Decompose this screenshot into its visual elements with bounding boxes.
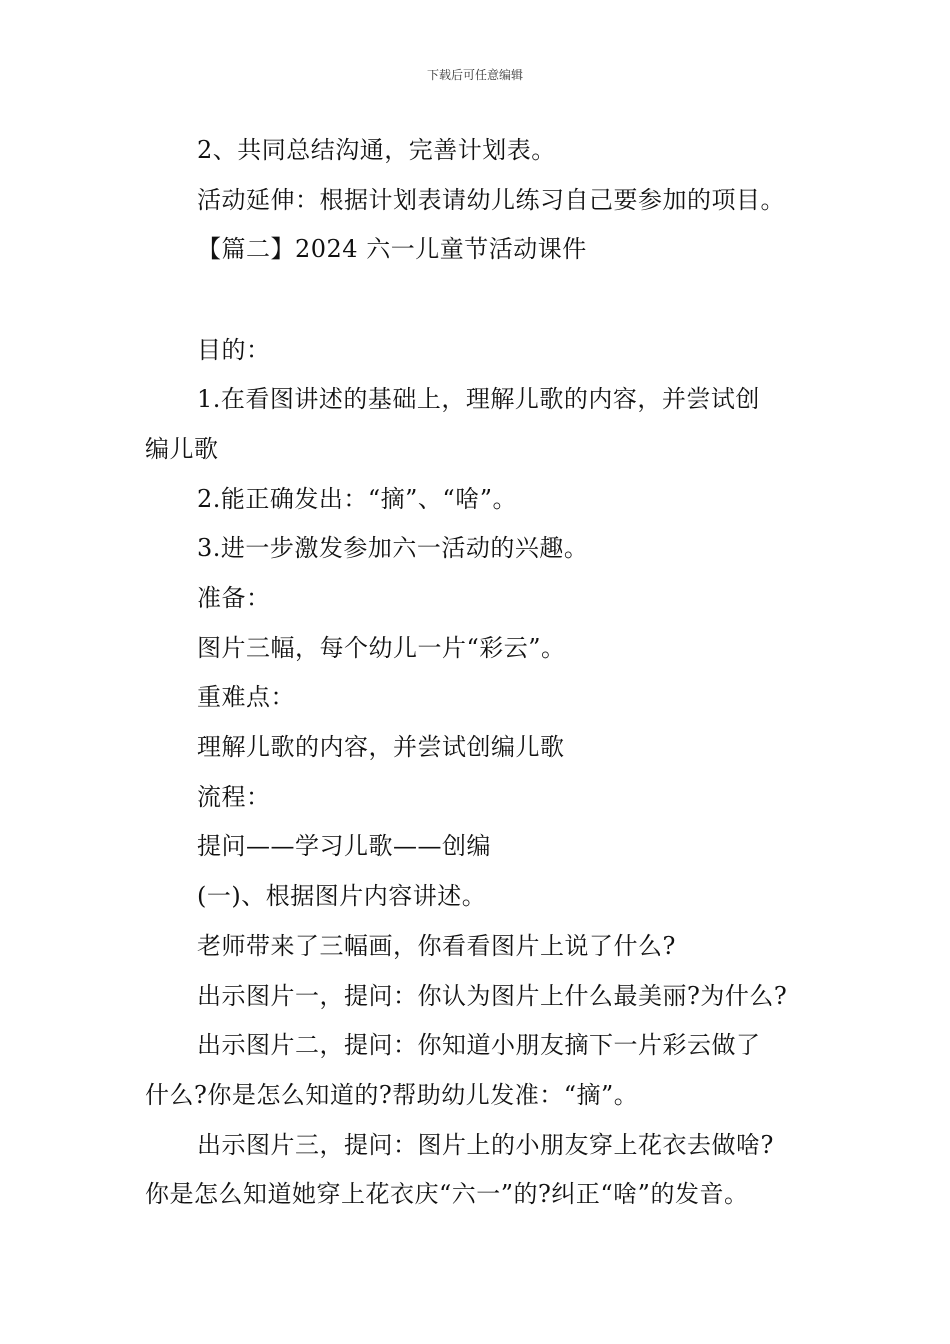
text-line: 出示图片二，提问：你知道小朋友摘下一片彩云做了 bbox=[197, 1031, 761, 1059]
text-line: 理解儿歌的内容，并尝试创编儿歌 bbox=[197, 733, 565, 761]
text-line: 准备： bbox=[197, 584, 271, 612]
text-line: 活动延伸：根据计划表请幼儿练习自己要参加的项目。 bbox=[197, 186, 785, 214]
page-header: 下载后可任意编辑 bbox=[426, 68, 523, 82]
text-line: 目的： bbox=[197, 336, 271, 364]
text-line: 2、共同总结沟通，完善计划表。 bbox=[197, 136, 556, 164]
text-line: 出示图片三，提问：图片上的小朋友穿上花衣去做啥? bbox=[197, 1131, 774, 1159]
text-line: 流程： bbox=[197, 783, 271, 811]
text-line: 1.在看图讲述的基础上，理解儿歌的内容，并尝试创 bbox=[197, 385, 760, 413]
text-line: 你是怎么知道她穿上花衣庆“六一”的?纠正“啥”的发音。 bbox=[145, 1180, 749, 1208]
text-line: 编儿歌 bbox=[145, 435, 219, 463]
text-line: (一)、根据图片内容讲述。 bbox=[197, 882, 487, 910]
text-line: 图片三幅，每个幼儿一片“彩云”。 bbox=[197, 634, 566, 662]
text-line: 2.能正确发出：“摘”、“啥”。 bbox=[197, 485, 517, 513]
text-line: 重难点： bbox=[197, 683, 295, 711]
text-line: 提问——学习儿歌——创编 bbox=[197, 832, 491, 860]
section-heading: 【篇二】2024 六一儿童节活动课件 bbox=[197, 235, 587, 263]
text-line: 3.进一步激发参加六一活动的兴趣。 bbox=[197, 534, 589, 562]
text-line: 出示图片一，提问：你认为图片上什么最美丽?为什么? bbox=[197, 982, 788, 1010]
text-line: 老师带来了三幅画，你看看图片上说了什么? bbox=[197, 932, 676, 960]
text-line: 什么?你是怎么知道的?帮助幼儿发准：“摘”。 bbox=[145, 1081, 639, 1109]
